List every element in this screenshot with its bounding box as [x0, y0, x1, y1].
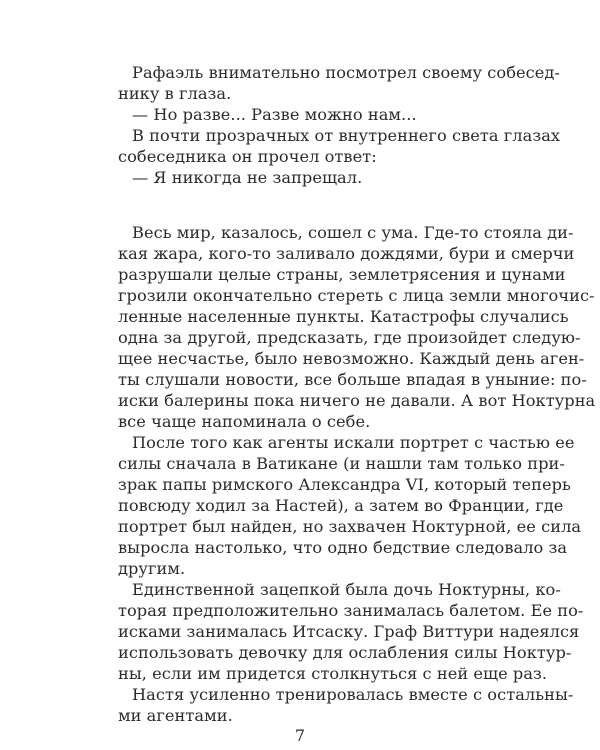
text-line: нику в глаза.: [118, 84, 232, 103]
text-line: все чаще напоминала о себе.: [118, 412, 371, 431]
text-line: силы сначала в Ватикане (и нашли там только при-: [118, 454, 565, 473]
text-line: зрак папы римского Александра VI, который теперь: [118, 475, 571, 494]
text-line: исками занималась Итсаску. Граф Виттури надеялся: [118, 622, 580, 641]
text-line: торая предположительно занималась балетом. Ее по-: [118, 601, 584, 620]
text-line: собеседника он прочел ответ:: [118, 147, 377, 166]
text-line: Рафаэль внимательно посмотрел своему собесед-: [132, 63, 560, 82]
text-line: разрушали целые страны, землетрясения и цунами: [118, 265, 566, 284]
text-line: Весь мир, казалось, сошел с ума. Где-то стояла ди-: [132, 223, 574, 242]
text-line: ми агентами.: [118, 706, 233, 725]
page-number: 7: [294, 726, 306, 745]
text-line: Настя усиленно тренировалась вместе с остальны-: [132, 685, 574, 704]
text-line: портрет был найден, но захвачен Ноктурной, ее сила: [118, 517, 582, 536]
text-line: щее несчастье, было невозможно. Каждый день аген-: [118, 349, 585, 368]
text-line: другим.: [118, 559, 186, 578]
text-line: использовать девочку для ослабления силы Ноктур-: [118, 643, 572, 662]
text-line: грозили окончательно стереть с лица земли многочис-: [118, 286, 595, 305]
text-line: иски балерины пока ничего не давали. А вот Ноктурна: [118, 391, 596, 410]
text-line: ны, если им придется столкнуться с ней еще раз.: [118, 664, 548, 683]
text-line: Единственной зацепкой была дочь Ноктурны, ко-: [132, 580, 561, 599]
text-line: выросла настолько, что одно бедствие следовало за: [118, 538, 568, 557]
text-line: — Но разве... Разве можно нам...: [132, 105, 417, 124]
text-line: ты слушали новости, все больше впадая в уныние: по-: [118, 370, 587, 389]
text-line: В почти прозрачных от внутреннего света глазах: [132, 126, 561, 145]
text-line: повсюду ходил за Настей), а затем во Франции, где: [118, 496, 564, 515]
text-line: ленные населенные пункты. Катастрофы случались: [118, 307, 569, 326]
text-line: После того как агенты искали портрет с частью ее: [132, 433, 575, 452]
text-line: — Я никогда не запрещал.: [132, 168, 363, 187]
text-line: кая жара, кого-то заливало дождями, бури и смерчи: [118, 244, 575, 263]
text-line: одна за другой, предсказать, где произойдет следую-: [118, 328, 581, 347]
